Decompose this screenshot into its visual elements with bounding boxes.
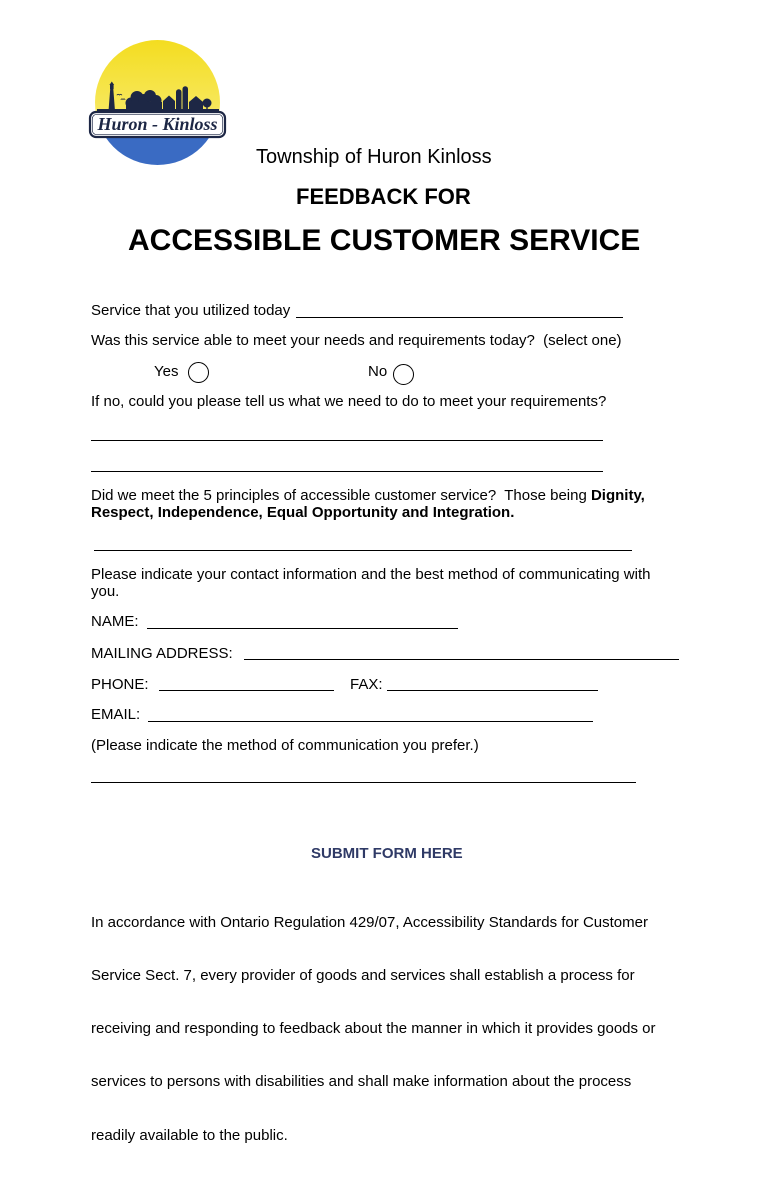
preferred-method-note: (Please indicate the method of communication you prefer.): [91, 737, 479, 754]
submit-form-button[interactable]: SUBMIT FORM HERE: [311, 845, 463, 862]
service-used-label: Service that you utilized today: [91, 302, 291, 319]
regulation-note-line: Service Sect. 7, every provider of goods and services shall establish a process for: [91, 966, 635, 984]
principles-question: [91, 487, 645, 505]
no-label: No: [368, 363, 388, 380]
preferred-method-field[interactable]: [91, 766, 636, 783]
phone-field[interactable]: [159, 674, 334, 691]
logo-text: Huron - Kinloss: [96, 114, 218, 134]
phone-label: PHONE:: [91, 676, 149, 693]
regulation-note-line: receiving and responding to feedback about the manner in which it provides goods or: [91, 1020, 656, 1037]
mailing-address-label: MAILING ADDRESS:: [91, 645, 233, 662]
contact-intro-line-2: you.: [91, 583, 120, 600]
requirements-field-line-2[interactable]: [91, 455, 603, 472]
name-label: NAME:: [91, 613, 139, 630]
fax-label: FAX:: [350, 676, 383, 693]
organization-name: Township of Huron Kinloss: [256, 146, 492, 168]
principles-list: Respect, Independence, Equal Opportunity and Integration.: [91, 504, 515, 521]
contact-intro-line-1: Please indicate your contact information and the best method of communicating with: [91, 566, 651, 583]
requirements-field-line-1[interactable]: [91, 424, 603, 441]
regulation-note-line: In accordance with Ontario Regulation 429/07, Accessibility Standards for Customer: [91, 913, 648, 931]
no-radio[interactable]: [393, 364, 414, 385]
name-field[interactable]: [147, 612, 458, 629]
email-label: EMAIL:: [91, 706, 141, 723]
email-field[interactable]: [148, 705, 593, 722]
form-title: ACCESSIBLE CUSTOMER SERVICE: [128, 224, 641, 257]
regulation-note: [91, 878, 656, 1180]
mailing-address-field[interactable]: [244, 643, 679, 660]
fax-field[interactable]: [387, 674, 598, 691]
requirements-question: If no, could you please tell us what we need to do to meet your requirements?: [91, 393, 607, 410]
principles-question-text: Did we meet the 5 principles of accessible customer service? Those being: [91, 487, 591, 504]
needs-met-question: Was this service able to meet your needs and requirements today? (select one): [91, 332, 622, 349]
form-subtitle: FEEDBACK FOR: [296, 184, 471, 209]
service-used-field[interactable]: [296, 301, 623, 318]
principles-answer-field[interactable]: [94, 534, 632, 551]
regulation-note-line: services to persons with disabilities and shall make information about the process: [91, 1073, 632, 1091]
yes-label: Yes: [154, 363, 179, 380]
township-logo: [88, 36, 228, 171]
regulation-note-line: readily available to the public.: [91, 1126, 288, 1144]
principles-dignity: Dignity,: [590, 487, 645, 504]
yes-radio[interactable]: [188, 362, 209, 383]
